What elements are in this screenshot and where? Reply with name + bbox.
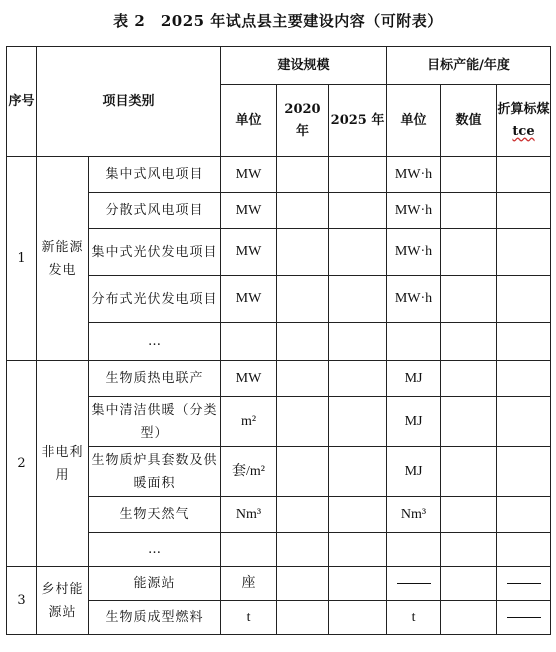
item-2025 [329, 567, 387, 601]
item-value [441, 533, 497, 567]
item-coal [497, 361, 551, 397]
item-2020 [277, 361, 329, 397]
table-row [7, 567, 551, 601]
item-2020 [277, 323, 329, 361]
item-coal [497, 397, 551, 447]
header-target-unit: 单位 [387, 85, 441, 157]
group-name: 新能源发电 [37, 157, 89, 361]
table-row [7, 229, 551, 276]
item-2020 [277, 157, 329, 193]
item-unit: t [221, 601, 277, 635]
group-no: 1 [7, 157, 37, 361]
table-row [7, 601, 551, 635]
item-2020 [277, 397, 329, 447]
item-value [441, 567, 497, 601]
item-2020 [277, 276, 329, 323]
item-name: … [89, 323, 221, 361]
table-row [7, 447, 551, 497]
item-coal [497, 323, 551, 361]
item-2025 [329, 533, 387, 567]
item-2020 [277, 193, 329, 229]
header-unit: 单位 [221, 85, 277, 157]
item-name: 能源站 [89, 567, 221, 601]
item-unit: MW [221, 193, 277, 229]
item-value [441, 193, 497, 229]
item-coal [497, 157, 551, 193]
item-2020 [277, 567, 329, 601]
item-unit [221, 323, 277, 361]
item-name: 分散式风电项目 [89, 193, 221, 229]
item-target-unit: MW·h [387, 229, 441, 276]
item-target-unit: MJ [387, 361, 441, 397]
item-target-unit [387, 567, 441, 601]
item-2025 [329, 497, 387, 533]
item-target-unit [387, 323, 441, 361]
item-unit [221, 533, 277, 567]
header-scale: 建设规模 [221, 47, 387, 85]
item-name: 生物质热电联产 [89, 361, 221, 397]
item-name: 生物天然气 [89, 497, 221, 533]
item-coal [497, 193, 551, 229]
table-title: 表 2 2025 年试点县主要建设内容（可附表） [113, 12, 443, 30]
header-2025: 2025 年 [329, 85, 387, 157]
header-coal-unit: tce [512, 123, 535, 139]
item-name: 集中式光伏发电项目 [89, 229, 221, 276]
item-2025 [329, 601, 387, 635]
item-2025 [329, 397, 387, 447]
header-seq: 序号 [7, 47, 37, 157]
item-coal [497, 497, 551, 533]
header-coal [497, 85, 551, 157]
group-no: 2 [7, 361, 37, 567]
item-2025 [329, 276, 387, 323]
item-name: … [89, 533, 221, 567]
item-unit: m² [221, 397, 277, 447]
item-value [441, 157, 497, 193]
item-name: 生物质炉具套数及供暖面积 [89, 447, 221, 497]
item-2025 [329, 323, 387, 361]
group-name: 非电利用 [37, 361, 89, 567]
header-2020: 2020 年 [277, 85, 329, 157]
item-2020 [277, 497, 329, 533]
group-name: 乡村能源站 [37, 567, 89, 635]
item-2020 [277, 229, 329, 276]
item-value [441, 397, 497, 447]
item-2020 [277, 601, 329, 635]
item-value [441, 497, 497, 533]
dash-line [507, 583, 541, 584]
table-row [7, 157, 551, 193]
table-row [7, 397, 551, 447]
item-name: 生物质成型燃料 [89, 601, 221, 635]
table-row [7, 497, 551, 533]
item-value [441, 276, 497, 323]
item-coal [497, 601, 551, 635]
item-target-unit: MW·h [387, 157, 441, 193]
item-name: 集中清洁供暖（分类型） [89, 397, 221, 447]
item-2020 [277, 533, 329, 567]
item-unit: 座 [221, 567, 277, 601]
dash-line [397, 583, 431, 584]
table-row [7, 193, 551, 229]
item-target-unit: t [387, 601, 441, 635]
item-target-unit: Nm³ [387, 497, 441, 533]
item-coal [497, 567, 551, 601]
item-unit: 套/m² [221, 447, 277, 497]
item-unit: Nm³ [221, 497, 277, 533]
item-value [441, 229, 497, 276]
item-coal [497, 533, 551, 567]
item-2025 [329, 193, 387, 229]
item-2025 [329, 157, 387, 193]
item-value [441, 361, 497, 397]
item-2025 [329, 361, 387, 397]
item-value [441, 601, 497, 635]
item-coal [497, 276, 551, 323]
header-value: 数值 [441, 85, 497, 157]
header-category: 项目类别 [37, 47, 221, 157]
item-target-unit: MW·h [387, 193, 441, 229]
item-unit: MW [221, 157, 277, 193]
table-row [7, 533, 551, 567]
item-coal [497, 447, 551, 497]
table-row [7, 323, 551, 361]
item-unit: MW [221, 361, 277, 397]
header-target: 目标产能/年度 [387, 47, 551, 85]
item-target-unit: MJ [387, 397, 441, 447]
item-name: 分布式光伏发电项目 [89, 276, 221, 323]
group-no: 3 [7, 567, 37, 635]
item-value [441, 323, 497, 361]
item-target-unit: MW·h [387, 276, 441, 323]
item-target-unit: MJ [387, 447, 441, 497]
table-row [7, 361, 551, 397]
item-target-unit [387, 533, 441, 567]
item-value [441, 447, 497, 497]
item-2025 [329, 447, 387, 497]
header-coal-label: 折算标煤 [497, 101, 550, 117]
item-unit: MW [221, 276, 277, 323]
item-unit: MW [221, 229, 277, 276]
table-row [7, 276, 551, 323]
dash-line [507, 617, 541, 618]
construction-table [6, 46, 551, 635]
item-2020 [277, 447, 329, 497]
item-coal [497, 229, 551, 276]
item-2025 [329, 229, 387, 276]
item-name: 集中式风电项目 [89, 157, 221, 193]
